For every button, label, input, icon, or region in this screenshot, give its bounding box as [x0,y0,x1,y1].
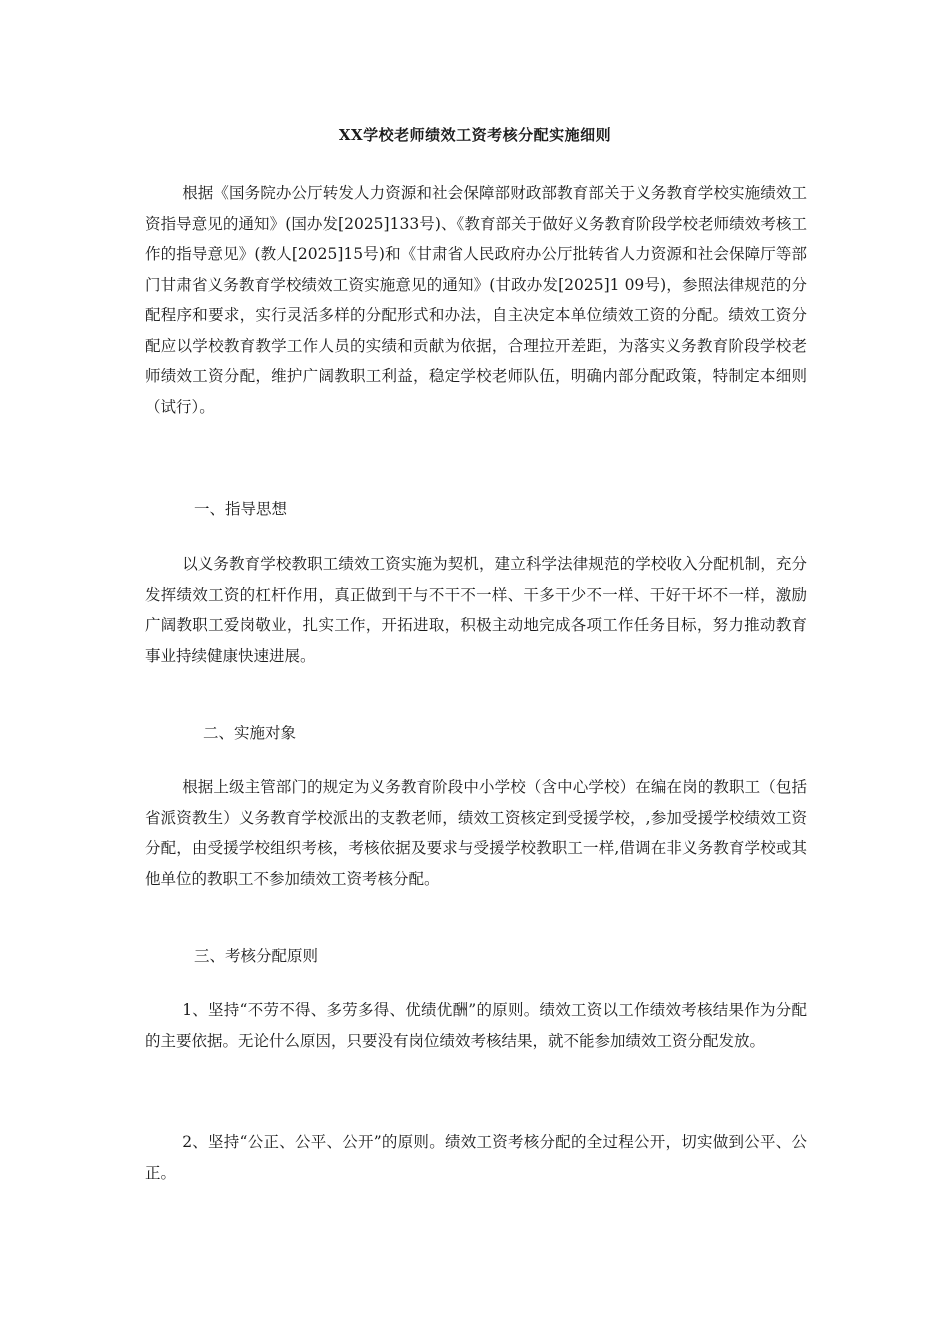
section-3-heading: 三、考核分配原则 [194,947,319,965]
principle-1-paragraph: 1、坚持“不劳不得、多劳多得、优绩优酬”的原则。绩效工资以工作绩效考核结果作为分配的主要依据。无论什么原因，只要没有岗位绩效考核结果，就不能参加绩效工资分配发放。 [145,1001,807,1050]
document-title: XX学校老师绩效工资考核分配实施细则 [338,126,612,144]
intro-paragraph: 根据《国务院办公厅转发人力资源和社会保障部财政部教育部关于义务教育学校实施绩效工资指导意见的通知》(国办发[2025]133号)、《教育部关于做好义务教育阶段学校老师绩效考核工作的指导意见》(教人[2025]15号)和《甘肃省人民政府办公厅批转省人力资源和社会保障厅等部门甘肃省义务教育学校绩效工资实施意见的通知》(甘政办发[2025]1 09号)，参照法律规范的分配程序和要求，实行灵活多样的分配形式和办法，自主决定本单位绩效工资的分配。绩效工资分配应以学校教育教学工作人员的实绩和贡献为依据，合理拉开差距，为落实义务教育阶段学校老师绩效工资分配，维护广阔教职工利益，稳定学校老师队伍，明确内部分配政策，特制定本细则（试行）。 [145,184,807,416]
section-1-heading: 一、指导思想 [194,500,288,518]
section-2-heading: 二、实施对象 [203,724,297,742]
principle-2-paragraph: 2、坚持“公正、公平、公开”的原则。绩效工资考核分配的全过程公开，切实做到公平、公正。 [145,1133,807,1182]
section-1-body: 以义务教育学校教职工绩效工资实施为契机，建立科学法律规范的学校收入分配机制，充分发挥绩效工资的杠杆作用，真正做到干与不干不一样、干多干少不一样、干好干坏不一样，激励广阔教职工爱岗敬业，扎实工作，开拓进取，积极主动地完成各项工作任务目标，努力推动教育事业持续健康快速进展。 [145,555,807,665]
section-2-body: 根据上级主管部门的规定为义务教育阶段中小学校（含中心学校）在编在岗的教职工（包括省派资教生）义务教育学校派出的支教老师，绩效工资核定到受援学校，,参加受援学校绩效工资分配，由受援学校组织考核，考核依据及要求与受援学校教职工一样,借调在非义务教育学校或其他单位的教职工不参加绩效工资考核分配。 [145,778,807,888]
